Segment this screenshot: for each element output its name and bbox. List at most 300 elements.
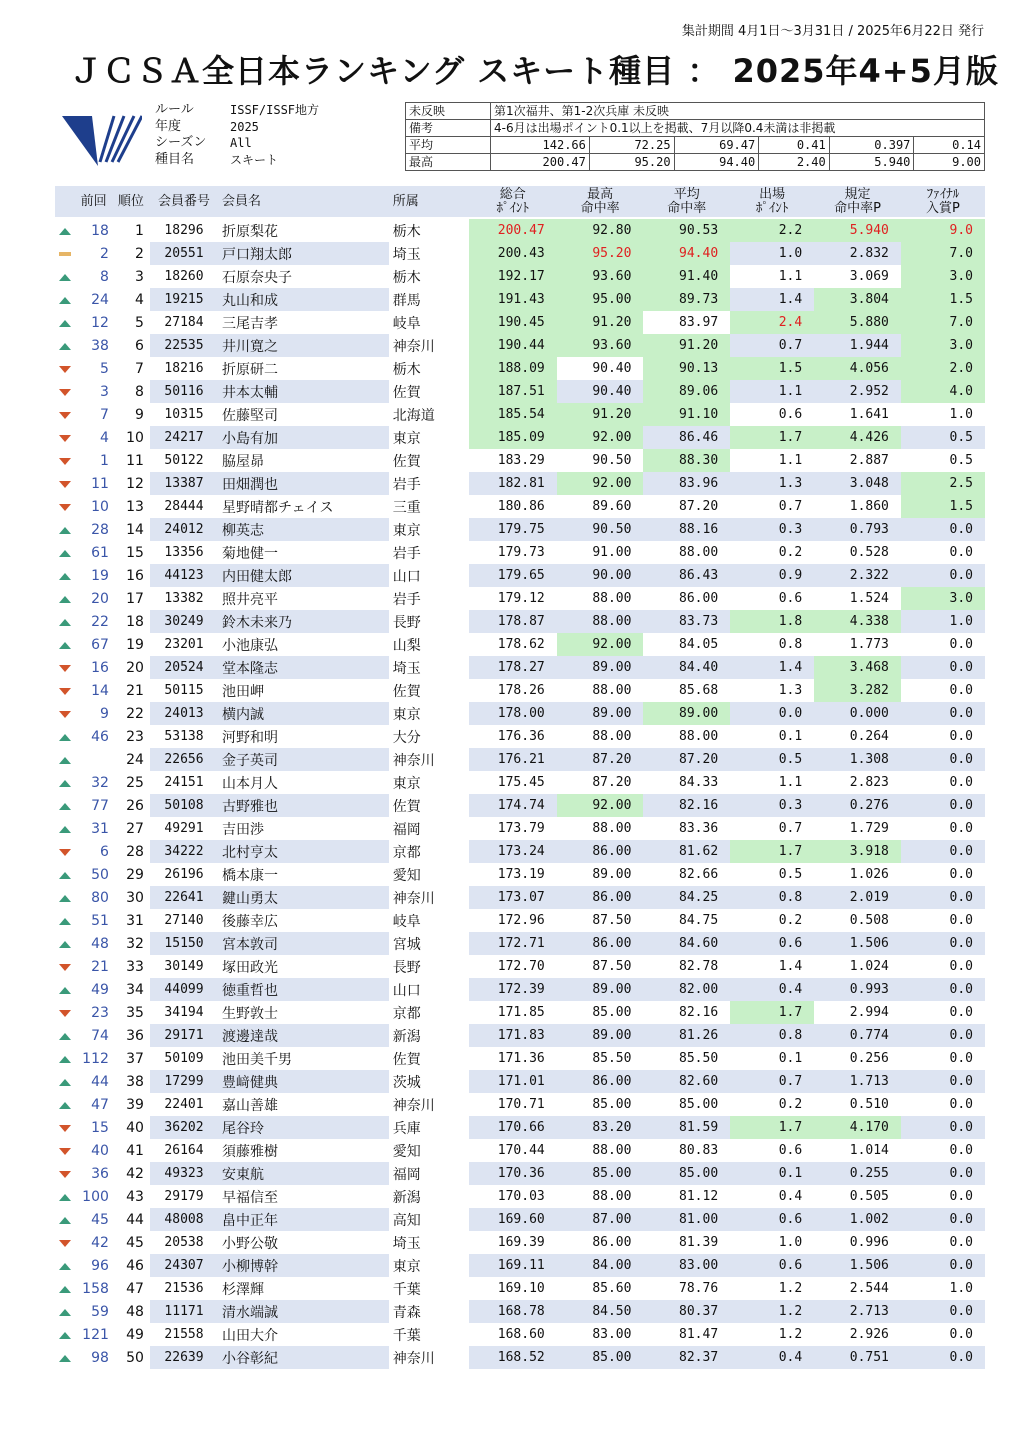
best-value: 89.60 bbox=[592, 499, 632, 514]
rank: 37 bbox=[126, 1050, 144, 1067]
entry-value: 0.6 bbox=[778, 1143, 803, 1158]
best-value: 95.00 bbox=[557, 288, 644, 311]
total-value: 175.45 bbox=[497, 775, 545, 790]
member-name: 井本太輔 bbox=[218, 380, 389, 403]
prev-rank: 42 bbox=[91, 1234, 109, 1251]
trend-down-icon bbox=[59, 688, 71, 695]
prev-rank: 14 bbox=[91, 682, 109, 699]
best-value: 91.00 bbox=[592, 545, 632, 560]
best-value: 84.00 bbox=[557, 1254, 644, 1277]
final-value: 0.0 bbox=[949, 637, 973, 652]
reg-value: 4.170 bbox=[814, 1116, 901, 1139]
member-name: 星野晴都チェイス bbox=[222, 499, 334, 516]
table-row bbox=[55, 610, 985, 633]
member-id: 20538 bbox=[164, 1235, 204, 1250]
best-value: 85.00 bbox=[557, 1162, 644, 1185]
rank: 5 bbox=[135, 314, 144, 331]
rank: 7 bbox=[135, 360, 144, 377]
entry-value: 0.5 bbox=[778, 867, 803, 882]
prev-rank: 61 bbox=[91, 544, 109, 561]
member-id: 30149 bbox=[164, 959, 204, 974]
entry-value: 1.1 bbox=[778, 269, 803, 284]
trend-cell bbox=[55, 518, 75, 541]
reg-value: 2.926 bbox=[849, 1327, 889, 1342]
meta-season: シーズン All bbox=[155, 135, 252, 150]
member-name: 小島有加 bbox=[218, 426, 389, 449]
trend-up-icon bbox=[59, 1056, 71, 1063]
reg-value: 1.524 bbox=[849, 591, 889, 606]
rank: 18 bbox=[126, 613, 144, 630]
total-value: 169.39 bbox=[497, 1235, 545, 1250]
table-row bbox=[55, 1185, 985, 1208]
final-value: 0.0 bbox=[949, 1097, 973, 1112]
prev-rank: 9 bbox=[99, 705, 109, 722]
reg-value: 3.048 bbox=[814, 472, 901, 495]
reg-value: 4.338 bbox=[814, 610, 901, 633]
reg-value: 1.506 bbox=[814, 932, 901, 955]
trend-up-icon bbox=[59, 596, 71, 603]
total-value: 173.24 bbox=[469, 840, 557, 863]
affiliation: 山口 bbox=[392, 982, 421, 999]
member-id: 50122 bbox=[164, 453, 204, 468]
table-row bbox=[55, 955, 985, 978]
affiliation: 埼玉 bbox=[392, 246, 421, 263]
trend-down-icon bbox=[59, 504, 71, 511]
avg-value: 78.76 bbox=[679, 1281, 719, 1296]
total-value: 192.17 bbox=[469, 265, 557, 288]
total-value: 173.07 bbox=[469, 886, 557, 909]
trend-down-icon bbox=[59, 665, 71, 672]
trend-up-icon bbox=[59, 1102, 71, 1109]
trend-up-icon bbox=[59, 941, 71, 948]
avg-value: 83.00 bbox=[643, 1254, 730, 1277]
member-id: 24012 bbox=[150, 518, 218, 541]
trend-up-icon bbox=[59, 1033, 71, 1040]
info-unreflected: 第1次福井、第1-2次兵庫 未反映 bbox=[491, 103, 985, 120]
reg-value: 4.056 bbox=[814, 357, 901, 380]
total-value: 190.45 bbox=[469, 311, 557, 334]
affiliation: 京都 bbox=[392, 1005, 421, 1022]
reg-value: 1.641 bbox=[849, 407, 889, 422]
best-value: 89.00 bbox=[557, 1024, 644, 1047]
total-value: 187.51 bbox=[469, 380, 557, 403]
rank: 36 bbox=[126, 1027, 144, 1044]
reg-value: 1.944 bbox=[814, 334, 901, 357]
trend-cell bbox=[55, 909, 75, 932]
best-value: 91.20 bbox=[557, 311, 644, 334]
table-row bbox=[55, 978, 985, 1001]
trend-cell bbox=[55, 702, 75, 725]
reg-value: 0.996 bbox=[849, 1235, 889, 1250]
member-id: 49291 bbox=[164, 821, 204, 836]
best-value: 86.00 bbox=[557, 1070, 644, 1093]
final-value: 0.0 bbox=[949, 729, 973, 744]
entry-value: 1.7 bbox=[730, 1001, 814, 1024]
table-row bbox=[55, 909, 985, 932]
affiliation: 東京 bbox=[392, 706, 421, 723]
affiliation: 神奈川 bbox=[392, 890, 435, 907]
best-value: 87.20 bbox=[592, 775, 632, 790]
member-id: 50116 bbox=[150, 380, 218, 403]
member-id: 22641 bbox=[150, 886, 218, 909]
entry-value: 0.6 bbox=[778, 407, 803, 422]
final-value: 0.0 bbox=[901, 1208, 985, 1231]
member-id: 27184 bbox=[164, 315, 204, 330]
rank: 26 bbox=[126, 797, 144, 814]
final-value: 0.0 bbox=[901, 1162, 985, 1185]
rank: 45 bbox=[126, 1234, 144, 1251]
final-value: 7.0 bbox=[901, 242, 985, 265]
rank: 10 bbox=[126, 429, 144, 446]
total-value: 170.36 bbox=[469, 1162, 557, 1185]
avg-value: 81.39 bbox=[679, 1235, 719, 1250]
reg-value: 1.002 bbox=[814, 1208, 901, 1231]
info-label: 最高 bbox=[406, 154, 491, 171]
member-id: 13387 bbox=[150, 472, 218, 495]
reg-value: 0.993 bbox=[814, 978, 901, 1001]
prev-rank: 44 bbox=[91, 1073, 109, 1090]
prev-rank: 51 bbox=[91, 912, 109, 929]
trend-down-icon bbox=[59, 1010, 71, 1017]
avg-value: 82.60 bbox=[643, 1070, 730, 1093]
best-value: 83.00 bbox=[592, 1327, 632, 1342]
avg-value: 83.96 bbox=[643, 472, 730, 495]
best-value: 86.00 bbox=[557, 886, 644, 909]
reg-value: 1.308 bbox=[814, 748, 901, 771]
affiliation: 神奈川 bbox=[392, 338, 435, 355]
trend-up-icon bbox=[59, 734, 71, 741]
rank: 33 bbox=[126, 958, 144, 975]
reg-value: 1.860 bbox=[849, 499, 889, 514]
trend-up-icon bbox=[59, 1286, 71, 1293]
reg-value: 2.713 bbox=[814, 1300, 901, 1323]
member-id: 18260 bbox=[164, 269, 204, 284]
prev-rank: 46 bbox=[91, 728, 109, 745]
member-name: 佐藤堅司 bbox=[222, 407, 279, 424]
total-value: 172.71 bbox=[469, 932, 557, 955]
member-name: 田畑潤也 bbox=[218, 472, 389, 495]
best-value: 92.00 bbox=[557, 633, 644, 656]
entry-value: 1.1 bbox=[778, 453, 803, 468]
trend-up-icon bbox=[59, 550, 71, 557]
member-id: 50109 bbox=[164, 1051, 204, 1066]
best-value: 89.00 bbox=[592, 867, 632, 882]
table-row bbox=[55, 1346, 985, 1369]
total-value: 176.21 bbox=[469, 748, 557, 771]
rank: 1 bbox=[135, 222, 144, 239]
trend-up-icon bbox=[59, 573, 71, 580]
prev-rank: 112 bbox=[82, 1050, 109, 1067]
trend-down-icon bbox=[59, 1148, 71, 1155]
member-id: 22656 bbox=[150, 748, 218, 771]
affiliation: 栃木 bbox=[392, 361, 421, 378]
entry-value: 0.6 bbox=[778, 591, 803, 606]
trend-down-icon bbox=[59, 481, 71, 488]
prev-rank: 100 bbox=[82, 1188, 109, 1205]
avg-value: 91.10 bbox=[643, 403, 730, 426]
member-id: 29171 bbox=[150, 1024, 218, 1047]
final-value: 0.0 bbox=[901, 748, 985, 771]
entry-value: 1.2 bbox=[778, 1327, 803, 1342]
member-name: 石原奈央子 bbox=[222, 269, 293, 286]
entry-value: 0.7 bbox=[730, 1070, 814, 1093]
prev-rank: 96 bbox=[91, 1257, 109, 1274]
rank: 14 bbox=[126, 521, 144, 538]
best-value: 85.00 bbox=[592, 1097, 632, 1112]
avg-value: 88.30 bbox=[643, 449, 730, 472]
trend-up-icon bbox=[59, 1263, 71, 1270]
final-value: 0.0 bbox=[949, 775, 973, 790]
entry-value: 1.7 bbox=[730, 1116, 814, 1139]
best-value: 92.80 bbox=[557, 219, 644, 242]
entry-value: 0.2 bbox=[778, 1097, 803, 1112]
affiliation: 東京 bbox=[392, 522, 421, 539]
total-value: 180.86 bbox=[497, 499, 545, 514]
affiliation: 埼玉 bbox=[392, 1235, 421, 1252]
prev-rank: 2 bbox=[99, 245, 109, 262]
final-value: 0.0 bbox=[901, 1346, 985, 1369]
entry-value: 1.1 bbox=[730, 380, 814, 403]
avg-value: 85.00 bbox=[679, 1097, 719, 1112]
avg-value: 81.47 bbox=[679, 1327, 719, 1342]
affiliation: 佐賀 bbox=[392, 1051, 421, 1068]
affiliation: 大分 bbox=[392, 729, 421, 746]
trend-up-icon bbox=[59, 642, 71, 649]
final-value: 3.0 bbox=[901, 334, 985, 357]
affiliation: 三重 bbox=[392, 499, 421, 516]
prev-rank: 32 bbox=[91, 774, 109, 791]
avg-value: 88.16 bbox=[643, 518, 730, 541]
table-row bbox=[55, 679, 985, 702]
trend-cell bbox=[55, 587, 75, 610]
rank: 15 bbox=[126, 544, 144, 561]
entry-value: 1.2 bbox=[778, 1281, 803, 1296]
total-value: 169.10 bbox=[497, 1281, 545, 1296]
avg-value: 84.60 bbox=[643, 932, 730, 955]
best-value: 84.50 bbox=[557, 1300, 644, 1323]
header-final: ﾌｧｲﾅﾙ 入賞P bbox=[901, 186, 985, 219]
avg-value: 80.83 bbox=[679, 1143, 719, 1158]
table-row bbox=[55, 495, 985, 518]
trend-up-icon bbox=[59, 826, 71, 833]
avg-avg: 69.47 bbox=[674, 137, 759, 154]
entry-value: 1.0 bbox=[778, 1235, 803, 1250]
best-value: 89.00 bbox=[557, 702, 644, 725]
avg-value: 89.73 bbox=[643, 288, 730, 311]
trend-cell bbox=[55, 1093, 75, 1116]
rank: 31 bbox=[126, 912, 144, 929]
prev-rank: 59 bbox=[91, 1303, 109, 1320]
entry-value: 1.2 bbox=[730, 1300, 814, 1323]
affiliation: 佐賀 bbox=[392, 683, 421, 700]
member-id: 19215 bbox=[150, 288, 218, 311]
member-name: 塚田政光 bbox=[222, 959, 279, 976]
final-value: 0.0 bbox=[901, 518, 985, 541]
total-value: 179.12 bbox=[497, 591, 545, 606]
rank: 41 bbox=[126, 1142, 144, 1159]
avg-value: 87.20 bbox=[643, 748, 730, 771]
trend-cell bbox=[55, 1139, 75, 1162]
affiliation: 新潟 bbox=[392, 1028, 421, 1045]
table-row bbox=[55, 518, 985, 541]
total-value: 172.70 bbox=[497, 959, 545, 974]
affiliation: 愛知 bbox=[392, 1143, 421, 1160]
member-name: 徳重哲也 bbox=[218, 978, 389, 1001]
member-id: 36202 bbox=[150, 1116, 218, 1139]
reg-value: 0.793 bbox=[814, 518, 901, 541]
avg-value: 88.00 bbox=[679, 729, 719, 744]
member-name: 戸口翔太郎 bbox=[218, 242, 389, 265]
entry-value: 0.5 bbox=[730, 748, 814, 771]
table-row bbox=[55, 1300, 985, 1323]
avg-value: 83.73 bbox=[643, 610, 730, 633]
meta-block bbox=[155, 102, 319, 168]
trend-down-icon bbox=[59, 458, 71, 465]
entry-value: 1.7 bbox=[730, 840, 814, 863]
member-id: 44123 bbox=[150, 564, 218, 587]
final-value: 3.0 bbox=[901, 265, 985, 288]
table-row bbox=[55, 817, 985, 840]
member-name: 菊地健一 bbox=[222, 545, 279, 562]
header-entry: 出場 ﾎﾟｲﾝﾄ bbox=[730, 186, 814, 219]
table-row bbox=[55, 794, 985, 817]
trend-up-icon bbox=[59, 527, 71, 534]
total-value: 171.85 bbox=[497, 1005, 545, 1020]
entry-value: 0.6 bbox=[730, 932, 814, 955]
info-label: 備考 bbox=[406, 120, 491, 137]
trend-cell bbox=[55, 1116, 75, 1139]
affiliation: 岩手 bbox=[392, 476, 421, 493]
trend-cell bbox=[55, 932, 75, 955]
entry-value: 0.7 bbox=[778, 499, 803, 514]
member-id: 29179 bbox=[164, 1189, 204, 1204]
avg-best: 72.25 bbox=[589, 137, 674, 154]
member-name: 後藤幸広 bbox=[222, 913, 279, 930]
trend-cell bbox=[55, 656, 75, 679]
best-value: 88.00 bbox=[592, 591, 632, 606]
ranking-table bbox=[55, 186, 985, 1369]
entry-value: 1.5 bbox=[730, 357, 814, 380]
trend-up-icon bbox=[59, 780, 71, 787]
avg-value: 83.36 bbox=[679, 821, 719, 836]
rank: 9 bbox=[135, 406, 144, 423]
rank: 47 bbox=[126, 1280, 144, 1297]
trend-cell bbox=[55, 311, 75, 334]
rank: 46 bbox=[126, 1257, 144, 1274]
table-row bbox=[55, 380, 985, 403]
total-value: 172.39 bbox=[469, 978, 557, 1001]
avg-value: 87.20 bbox=[679, 499, 719, 514]
prev-rank: 48 bbox=[91, 935, 109, 952]
member-id: 24151 bbox=[164, 775, 204, 790]
table-row bbox=[55, 587, 985, 610]
prev-rank: 50 bbox=[91, 866, 109, 883]
avg-value: 80.37 bbox=[643, 1300, 730, 1323]
avg-value: 81.00 bbox=[643, 1208, 730, 1231]
trend-cell bbox=[55, 1162, 75, 1185]
trend-up-icon bbox=[59, 228, 71, 235]
info-label: 平均 bbox=[406, 137, 491, 154]
member-id: 28444 bbox=[164, 499, 204, 514]
table-row bbox=[55, 288, 985, 311]
trend-up-icon bbox=[59, 872, 71, 879]
table-row bbox=[55, 1070, 985, 1093]
trend-cell bbox=[55, 219, 75, 242]
rank: 43 bbox=[126, 1188, 144, 1205]
affiliation: 神奈川 bbox=[392, 1097, 435, 1114]
total-value: 168.78 bbox=[469, 1300, 557, 1323]
best-value: 83.20 bbox=[557, 1116, 644, 1139]
trend-up-icon bbox=[59, 297, 71, 304]
total-value: 168.52 bbox=[469, 1346, 557, 1369]
prev-rank: 18 bbox=[91, 222, 109, 239]
table-row bbox=[55, 1231, 985, 1254]
final-value: 1.0 bbox=[949, 1281, 973, 1296]
reg-value: 0.276 bbox=[814, 794, 901, 817]
trend-cell bbox=[55, 242, 75, 265]
member-name: 河野和明 bbox=[222, 729, 279, 746]
affiliation: 佐賀 bbox=[392, 384, 421, 401]
trend-cell bbox=[55, 1070, 75, 1093]
reg-value: 3.804 bbox=[814, 288, 901, 311]
avg-value: 81.26 bbox=[643, 1024, 730, 1047]
prev-rank: 1 bbox=[99, 452, 109, 469]
entry-value: 1.4 bbox=[778, 959, 803, 974]
rank: 32 bbox=[126, 935, 144, 952]
member-name: 折原研二 bbox=[222, 361, 279, 378]
member-id: 30249 bbox=[150, 610, 218, 633]
rank: 20 bbox=[126, 659, 144, 676]
trend-cell bbox=[55, 840, 75, 863]
prev-rank: 74 bbox=[91, 1027, 109, 1044]
avg-value: 82.00 bbox=[643, 978, 730, 1001]
trend-cell bbox=[55, 1231, 75, 1254]
member-id: 50115 bbox=[164, 683, 204, 698]
avg-value: 81.12 bbox=[679, 1189, 719, 1204]
member-name: 小池康弘 bbox=[222, 637, 279, 654]
best-value: 89.00 bbox=[557, 656, 644, 679]
header-id: 会員番号 bbox=[150, 186, 218, 219]
reg-value: 4.426 bbox=[814, 426, 901, 449]
table-row bbox=[55, 840, 985, 863]
member-name: 豊﨑健典 bbox=[218, 1070, 389, 1093]
prev-rank: 15 bbox=[91, 1119, 109, 1136]
reg-value: 1.026 bbox=[849, 867, 889, 882]
best-value: 87.20 bbox=[557, 748, 644, 771]
reg-value: 2.322 bbox=[814, 564, 901, 587]
member-name: 折原梨花 bbox=[222, 223, 279, 240]
table-row bbox=[55, 1001, 985, 1024]
table-row bbox=[55, 1093, 985, 1116]
entry-value: 1.1 bbox=[778, 775, 803, 790]
total-value: 169.60 bbox=[469, 1208, 557, 1231]
prev-rank: 6 bbox=[99, 843, 109, 860]
best-value: 85.00 bbox=[557, 1346, 644, 1369]
best-value: 90.50 bbox=[592, 453, 632, 468]
reg-value: 2.823 bbox=[849, 775, 889, 790]
meta-rule: ルール ISSF/ISSF地方 bbox=[155, 102, 320, 117]
trend-cell bbox=[55, 1024, 75, 1047]
avg-value: 89.06 bbox=[643, 380, 730, 403]
member-name: 渡邊達哉 bbox=[218, 1024, 389, 1047]
info-note: 4-6月は出場ポイント0.1以上を掲載、7月以降0.4未満は非掲載 bbox=[491, 120, 985, 137]
member-id: 10315 bbox=[164, 407, 204, 422]
ranking-header bbox=[55, 186, 985, 219]
avg-value: 90.53 bbox=[643, 219, 730, 242]
prev-rank: 47 bbox=[91, 1096, 109, 1113]
trend-up-icon bbox=[59, 1194, 71, 1201]
table-row bbox=[55, 403, 985, 426]
